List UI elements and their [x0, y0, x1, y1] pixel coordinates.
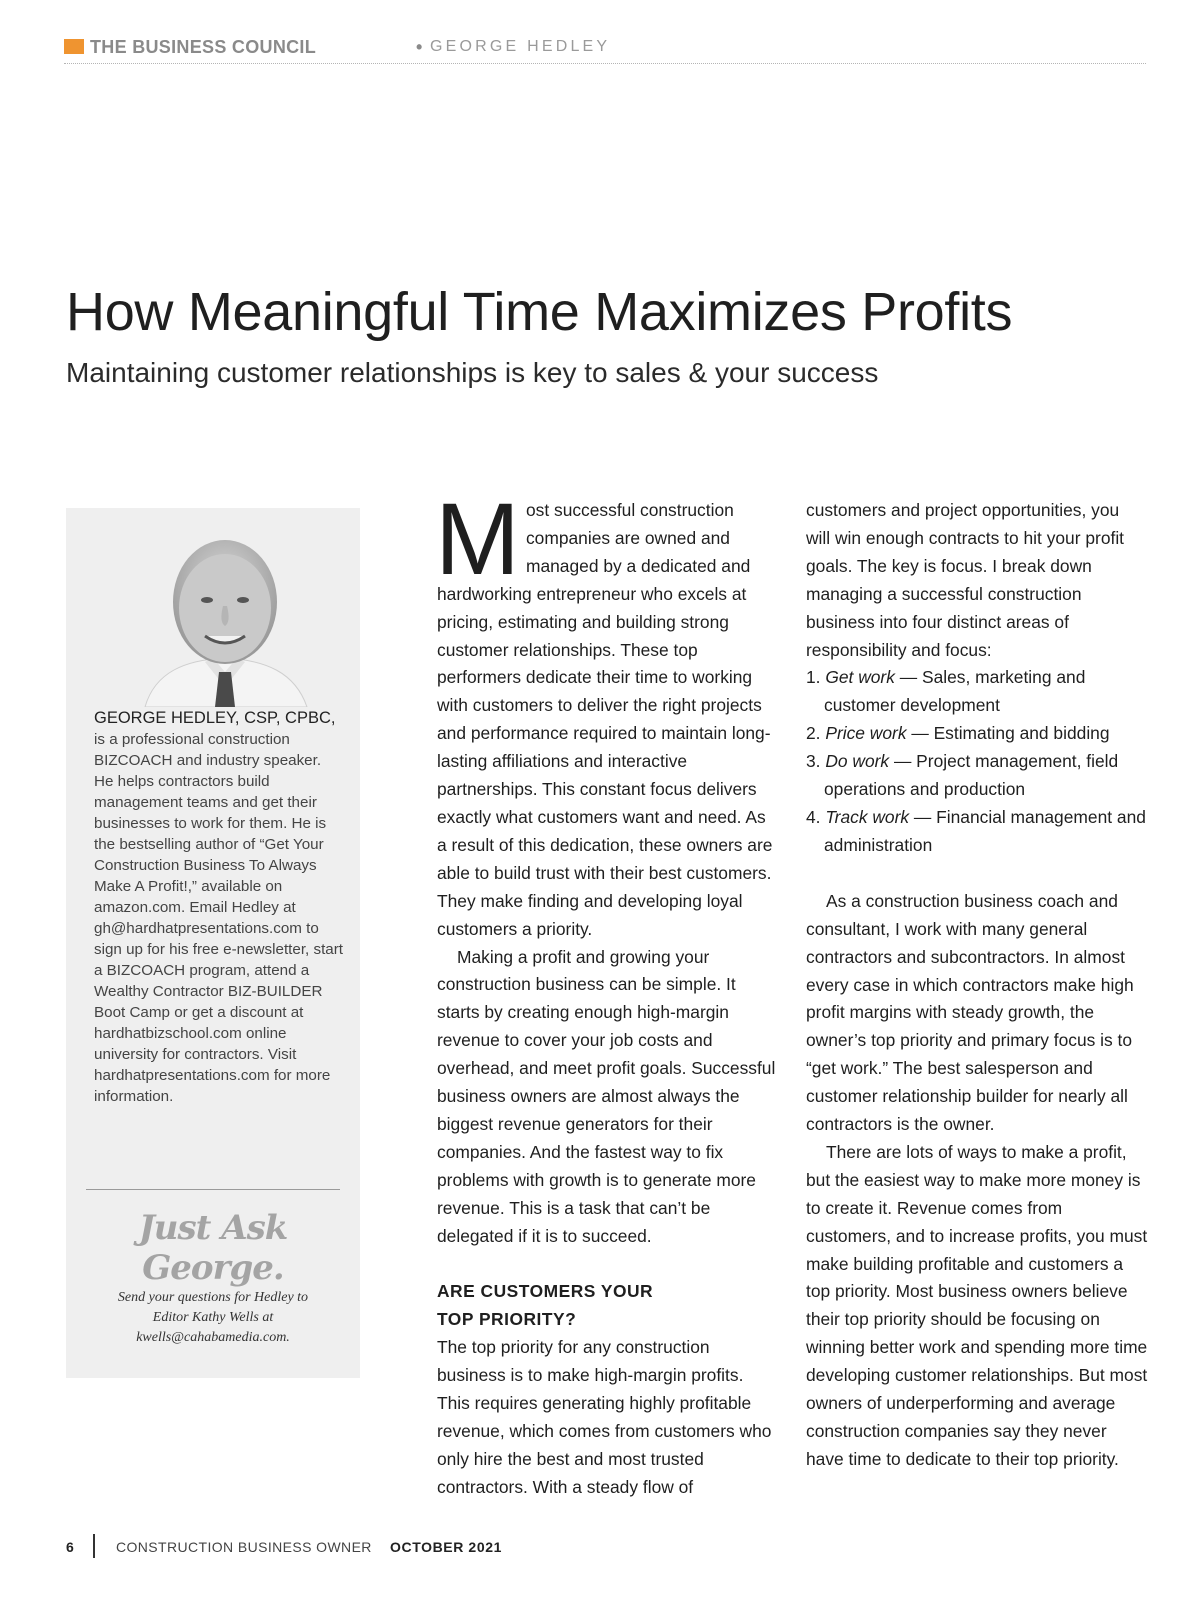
- header-author: GEORGE HEDLEY: [430, 38, 611, 55]
- author-photo: [125, 522, 325, 707]
- bio-text: is a professional construction BIZCOACH and industry speaker. He helps contractors build management teams and get their businesses to work for them. He is the bestselling author of “Get Your Construction Business To Always Make A Profit!,” available on amazon.com. Email Hedley at gh@hardhatpresentations.com to sign up for his free e-newsletter, start a BIZCOACH program, attend a Wealthy Contractor BIZ-BUILDER Boot Camp or get a discount at hardhatbizschool.com online university for contractors. Visit hardhatpresentations.com for more information.: [94, 731, 344, 1105]
- orange-square-icon: [64, 39, 84, 54]
- author-sidebar: [66, 508, 360, 1378]
- drop-cap: M: [435, 482, 520, 596]
- subheading: [437, 1278, 779, 1334]
- page-number: 6: [66, 1539, 74, 1555]
- paragraph-5: There are lots of ways to make a profit, but the easiest way to make more money is to create it. Revenue comes from customers, and to increase profits, you must make building profitable and customers a top priority. Most business owners believe their top priority should be focusing on winning better work and spending more time developing customer relationships. But most owners of underperforming and average construction companies say they never have time to dedicate to their top priority.: [806, 1141, 1148, 1469]
- footer-divider: [93, 1534, 95, 1558]
- list-item: 2. Price work — Estimating and bidding: [806, 723, 1110, 744]
- author-bio: [94, 708, 344, 1107]
- list-item: 4. Track work — Financial management and administration: [806, 806, 1146, 855]
- paragraph-3: The top priority for any construction business is to make high-margin profits. This requires generating highly profitable revenue, which comes from customers who only hire the best and most trusted contractors. With a steady flow of: [437, 1337, 772, 1497]
- header-separator: •: [416, 37, 423, 57]
- sidebar-divider: [86, 1189, 340, 1190]
- body-column-1: [435, 482, 779, 1502]
- subheading-line-1: ARE CUSTOMERS YOUR: [437, 1281, 654, 1302]
- article-title: How Meaningful Time Maximizes Profits: [66, 282, 1013, 342]
- body-column-2: [806, 497, 1148, 1474]
- section-name: THE BUSINESS COUNCIL: [90, 37, 317, 57]
- ask-george-title: Just Ask George.: [138, 1208, 288, 1288]
- author-name: GEORGE HEDLEY, CSP, CPBC,: [94, 709, 336, 727]
- responsibility-list: [806, 664, 1148, 859]
- list-item: 1. Get work — Sales, marketing and customer development: [806, 667, 1086, 716]
- ask-george-text: Send your questions for Hedley to Editor Kathy Wells at kwells@cahabamedia.com.: [117, 1290, 309, 1345]
- running-header: [64, 37, 1146, 64]
- publication-name: CONSTRUCTION BUSINESS OWNER: [116, 1539, 372, 1555]
- paragraph-1: [435, 482, 779, 944]
- paragraph-1-text: ost successful construction companies are owned and managed by a dedicated and hardworking entrepreneur who excels at pricing, estimating and building strong customer relationships. These top performers dedicate their time to working with customers to deliver the right projects and performance required to maintain long-lasting affiliations and interactive partnerships. This constant focus delivers exactly what customers want and need. As a result of this dedication, these owners are able to build trust with their best customers. They make finding and developing loyal customers a priority.: [437, 500, 773, 939]
- article-subtitle: Maintaining customer relationships is key to sales & your success: [66, 357, 879, 388]
- issue-date: OCTOBER 2021: [390, 1539, 502, 1555]
- paragraph-3-continued: customers and project opportunities, you will win enough contracts to hit your profit goals. The key is focus. I break down managing a successful construction business into four distinct areas of responsibility and focus:: [806, 500, 1125, 660]
- paragraph-2: Making a profit and growing your construction business can be simple. It starts by creating enough high-margin revenue to cover your job costs and overhead, and meet profit goals. Successful business owners are almost always the biggest revenue generators for their companies. And the fastest way to fix problems with growth is to generate more revenue. This is a task that can’t be delegated if it is to succeed.: [437, 946, 776, 1246]
- list-item: 3. Do work — Project management, field operations and production: [806, 751, 1119, 800]
- subheading-line-2: TOP PRIORITY?: [437, 1309, 577, 1330]
- paragraph-4: As a construction business coach and consultant, I work with many general contractors and subcontractors. In almost every case in which contractors make high profit margins with steady growth, the owner’s top priority and primary focus is to “get work.” The best salesperson and customer relationship builder for nearly all contractors is the owner.: [806, 890, 1134, 1135]
